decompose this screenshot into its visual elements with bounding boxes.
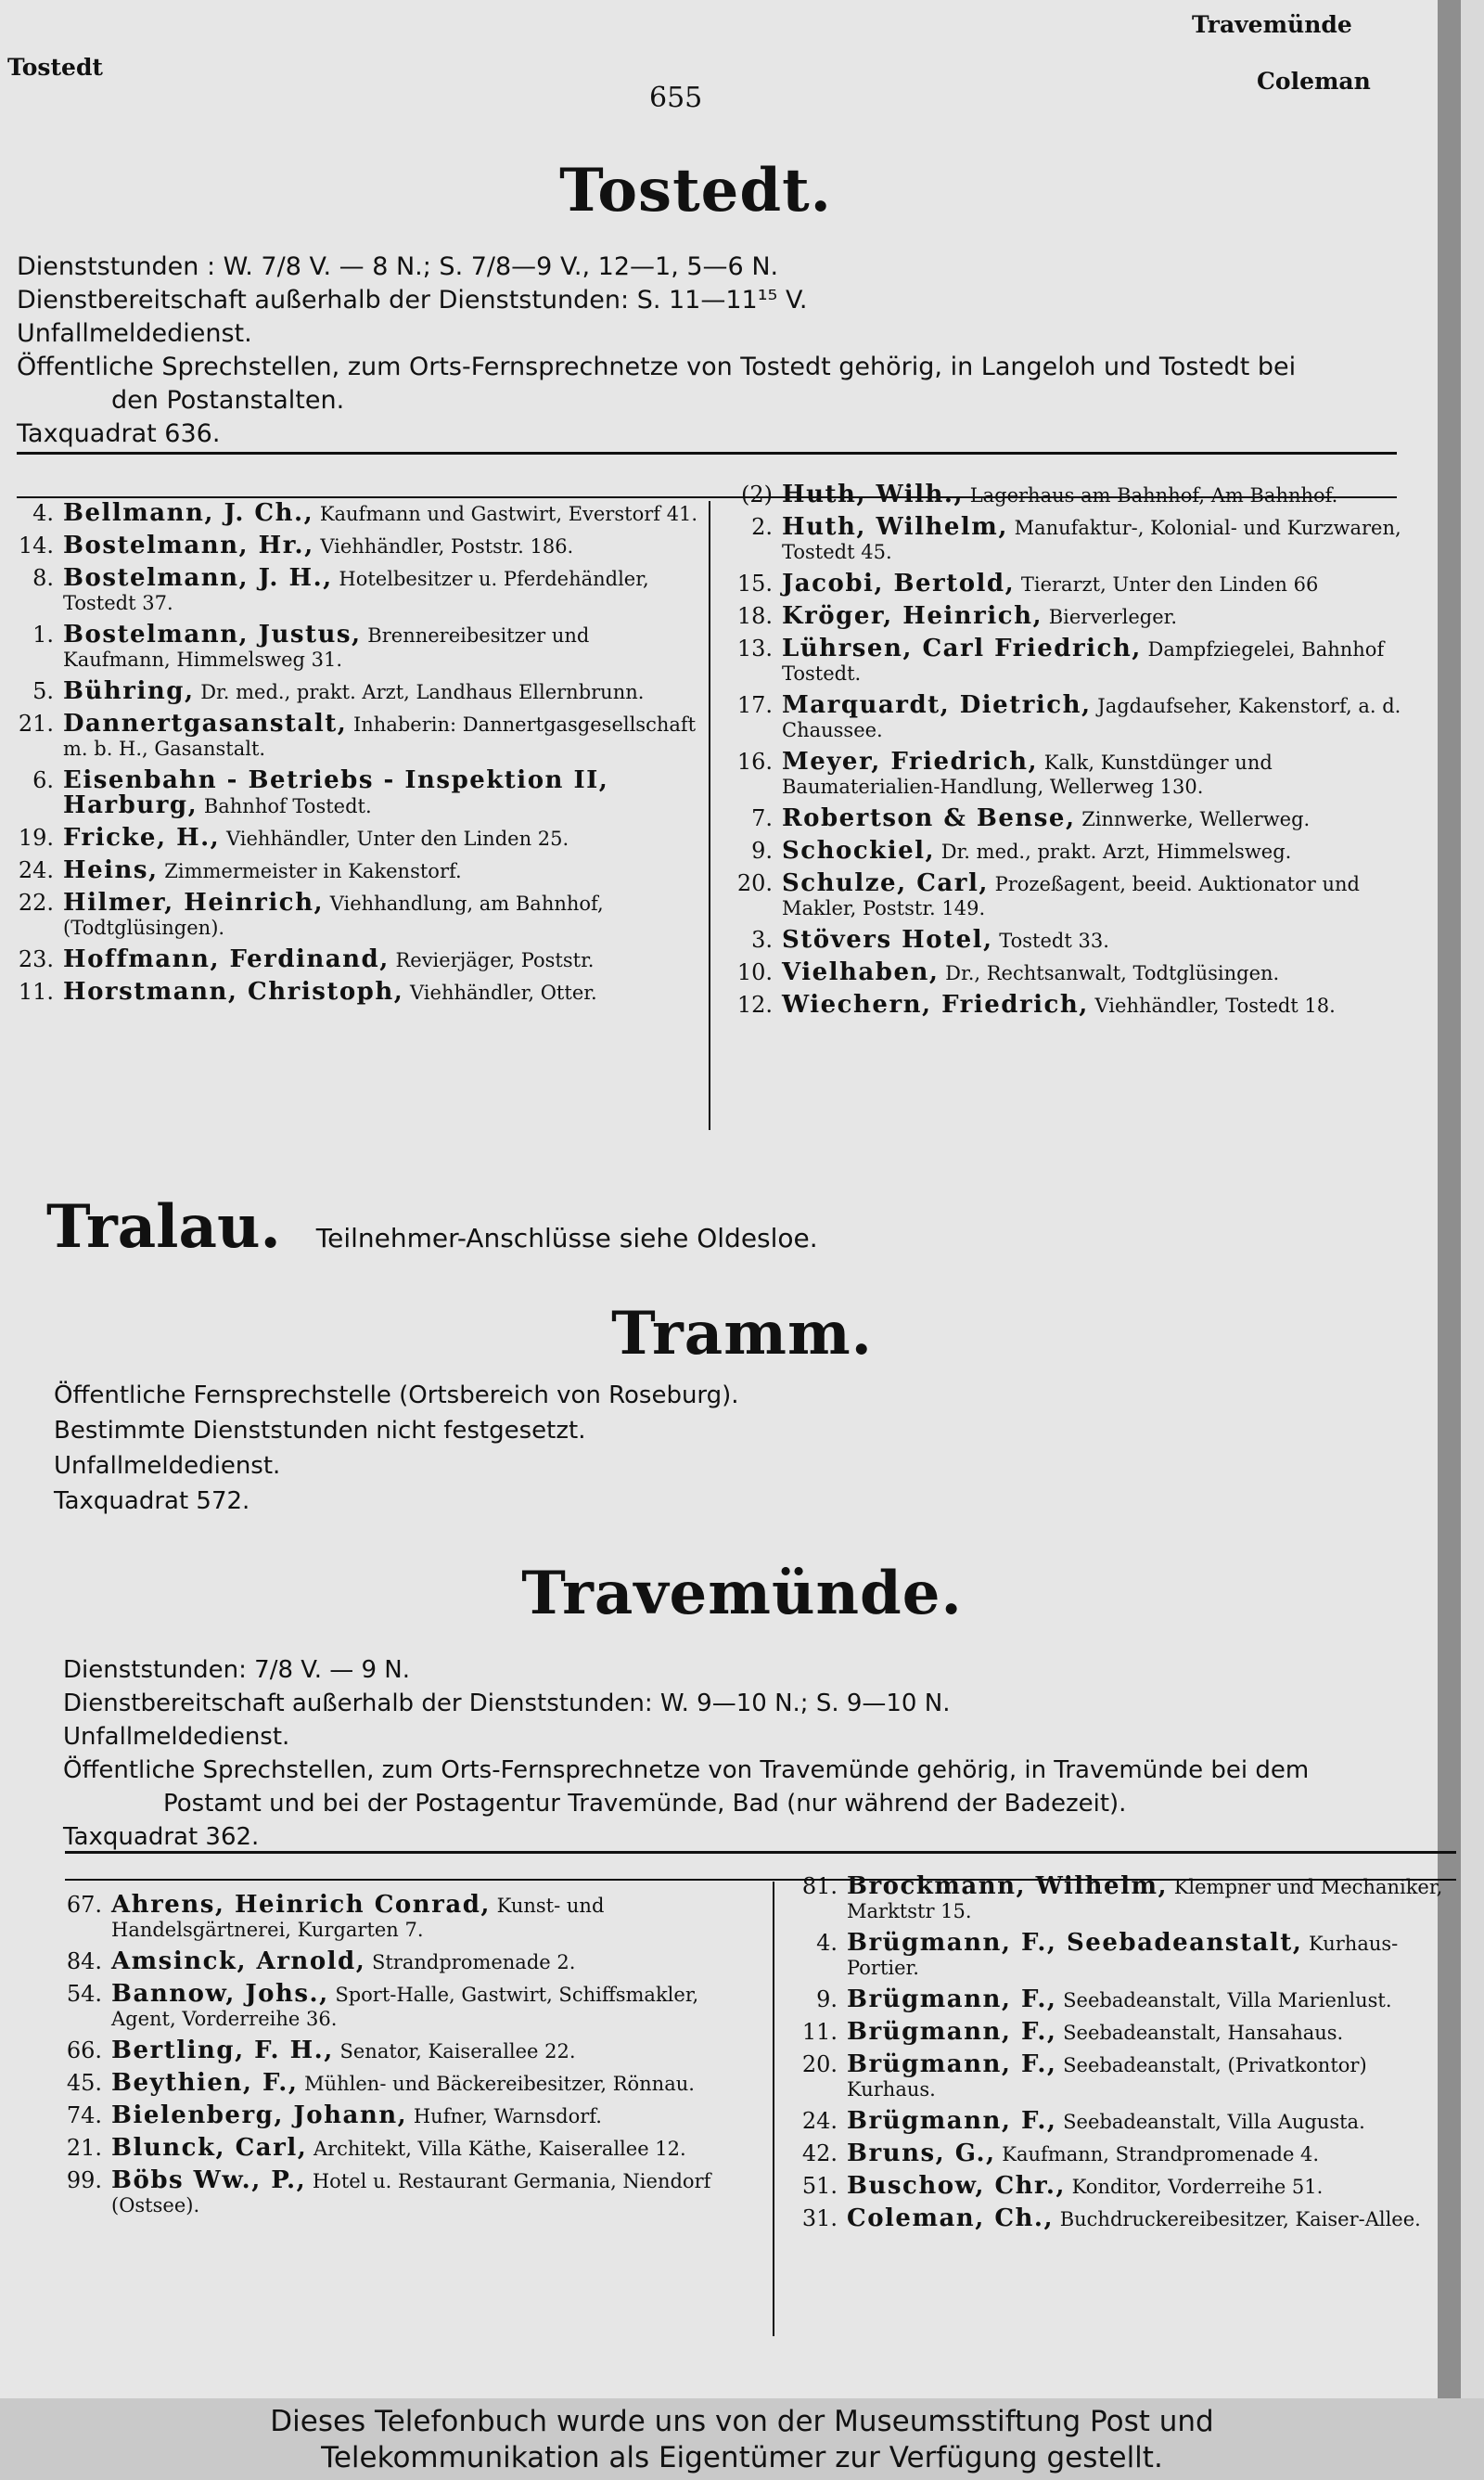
travemuende-unfall: Unfallmeldedienst. bbox=[63, 1723, 290, 1751]
list-item: 15. Jacobi, Bertold, Tierarzt, Unter den Linden 66 bbox=[736, 570, 1319, 598]
travemuende-title: Travemünde. bbox=[521, 1559, 963, 1628]
tramm-line-1: Öffentliche Fernsprechstelle (Ortsbereich von Roseburg). bbox=[54, 1381, 739, 1409]
list-item: 11. Horstmann, Christoph, Viehhändler, Otter. bbox=[18, 978, 597, 1006]
travemuende-info bbox=[63, 1653, 1454, 1854]
list-item: 4. Bellmann, J. Ch., Kaufmann und Gastwirt, Everstorf 41. bbox=[32, 499, 698, 527]
tostedt-right-column bbox=[719, 482, 1410, 1025]
list-item: 31. Coleman, Ch., Buchdruckereibesitzer, Kaiser-Allee. bbox=[801, 2204, 1421, 2232]
list-item: 8. Bostelmann, J. H., Hotelbesitzer u. Pferdehändler, Tostedt 37. bbox=[32, 564, 649, 614]
header-right-bottom: Coleman bbox=[1257, 68, 1371, 95]
travemuende-dienststunden: Dienststunden: 7/8 V. — 9 N. bbox=[63, 1656, 411, 1684]
list-item: 12. Wiechern, Friedrich, Viehhändler, Tostedt 18. bbox=[736, 991, 1336, 1019]
list-item: 42. Bruns, G., Kaufmann, Strandpromenade 4. bbox=[801, 2139, 1320, 2167]
list-item: 45. Beythien, F., Mühlen- und Bäckereibesitzer, Rönnau. bbox=[66, 2069, 695, 2097]
list-item: 20. Brügmann, F., Seebadeanstalt, (Privatkontor) Kurhaus. bbox=[801, 2050, 1367, 2101]
tostedt-unfall: Unfallmeldedienst. bbox=[17, 319, 252, 348]
list-item: 16. Meyer, Friedrich, Kalk, Kunstdünger und Baumaterialien-Handlung, Wellerweg 130. bbox=[736, 748, 1273, 798]
tramm-line-2: Bestimmte Dienststunden nicht festgesetzt. bbox=[54, 1417, 586, 1445]
tostedt-left-column bbox=[0, 501, 700, 1012]
travemuende-bereitschaft: Dienstbereitschaft außerhalb der Dienststunden: W. 9—10 N.; S. 9—10 N. bbox=[63, 1690, 951, 1717]
travemuende-taxquadrat: Taxquadrat 362. bbox=[63, 1823, 260, 1851]
list-item: 24. Heins, Zimmermeister in Kakenstorf. bbox=[18, 856, 462, 884]
list-item: 74. Bielenberg, Johann, Hufner, Warnsdorf. bbox=[66, 2101, 602, 2129]
tostedt-sprechstellen: Öffentliche Sprechstellen, zum Orts-Fernsprechnetze von Tostedt gehörig, in Langeloh und Tostedt bei bbox=[17, 353, 1297, 381]
travemuende-sprechstellen-cont: Postamt und bei der Postagentur Travemünde, Bad (nur während der Badezeit). bbox=[163, 1790, 1127, 1818]
list-item: 7. Robertson & Bense, Zinnwerke, Wellerweg. bbox=[751, 804, 1311, 832]
travemuende-sprechstellen: Öffentliche Sprechstellen, zum Orts-Fernsprechnetze von Travemünde gehörig, in Travemünde bei dem bbox=[63, 1756, 1310, 1784]
page-number: 655 bbox=[649, 82, 703, 114]
travemuende-rule-top bbox=[65, 1851, 1456, 1854]
travemuende-left-column bbox=[48, 1893, 762, 2225]
list-item: 9. Brügmann, F., Seebadeanstalt, Villa Marienlust. bbox=[816, 1985, 1392, 2013]
list-item: 99. Böbs Ww., P., Hotel u. Restaurant Germania, Niendorf (Ostsee). bbox=[66, 2166, 711, 2217]
list-item: 14. Bostelmann, Hr., Viehhändler, Poststr. 186. bbox=[18, 532, 574, 559]
list-item: 6. Eisenbahn - Betriebs - Inspektion II, Harburg, Bahnhof Tostedt. bbox=[32, 766, 609, 819]
attribution-footer bbox=[0, 2398, 1484, 2480]
tralau-title: Tralau. bbox=[46, 1192, 281, 1262]
tostedt-column-divider bbox=[709, 501, 710, 1130]
list-item: 66. Bertling, F. H., Senator, Kaiserallee 22. bbox=[66, 2037, 576, 2064]
list-item: 4. Brügmann, F., Seebadeanstalt, Kurhaus-Portier. bbox=[816, 1929, 1399, 1979]
tostedt-sprechstellen-cont: den Postanstalten. bbox=[111, 386, 345, 415]
list-item: 84. Amsinck, Arnold, Strandpromenade 2. bbox=[66, 1947, 576, 1975]
list-item: 11. Brügmann, F., Seebadeanstalt, Hansahaus. bbox=[801, 2018, 1344, 2046]
tostedt-taxquadrat: Taxquadrat 636. bbox=[17, 419, 221, 448]
list-item: 5. Bühring, Dr. med., prakt. Arzt, Landhaus Ellernbrunn. bbox=[32, 677, 645, 705]
tralau-note: Teilnehmer-Anschlüsse siehe Oldesloe. bbox=[315, 1223, 818, 1253]
tramm-title: Tramm. bbox=[611, 1299, 873, 1368]
list-item: 2. Huth, Wilhelm, Manufaktur-, Kolonial- und Kurzwaren, Tostedt 45. bbox=[751, 513, 1401, 563]
tostedt-rule-top bbox=[17, 452, 1397, 455]
list-item: 23. Hoffmann, Ferdinand, Revierjäger, Poststr. bbox=[18, 945, 595, 973]
tramm-line-4: Taxquadrat 572. bbox=[54, 1487, 250, 1515]
list-item: 54. Bannow, Johs., Sport-Halle, Gastwirt, Schiffsmakler, Agent, Vorderreihe 36. bbox=[66, 1980, 699, 2030]
tostedt-title: Tostedt. bbox=[559, 156, 832, 225]
list-item: (2) Huth, Wilh., Lagerhaus am Bahnhof, Am Bahnhof. bbox=[741, 481, 1338, 508]
tostedt-dienststunden: Dienststunden : W. 7/8 V. — 8 N.; S. 7/8—9 V., 12—1, 5—6 N. bbox=[17, 252, 779, 281]
tramm-info bbox=[54, 1378, 1445, 1519]
list-item: 10. Vielhaben, Dr., Rechtsanwalt, Todtglüsingen. bbox=[736, 958, 1280, 986]
footer-line-1: Dieses Telefonbuch wurde uns von der Museumsstiftung Post und bbox=[270, 2405, 1214, 2438]
list-item: 19. Fricke, H., Viehhändler, Unter den Linden 25. bbox=[18, 824, 569, 852]
list-item: 24. Brügmann, F., Seebadeanstalt, Villa Augusta. bbox=[801, 2107, 1365, 2135]
list-item: 51. Buschow, Chr., Konditor, Vorderreihe 51. bbox=[801, 2172, 1324, 2200]
list-item: 67. Ahrens, Heinrich Conrad, Kunst- und Handelsgärtnerei, Kurgarten 7. bbox=[66, 1891, 605, 1941]
list-item: 18. Kröger, Heinrich, Bierverleger. bbox=[736, 602, 1178, 630]
list-item: 20. Schulze, Carl, Prozeßagent, beeid. Auktionator und Makler, Poststr. 149. bbox=[736, 869, 1360, 919]
footer-line-2: Telekommunikation als Eigentümer zur Verfügung gestellt. bbox=[321, 2441, 1163, 2474]
tramm-line-3: Unfallmeldedienst. bbox=[54, 1452, 281, 1480]
tostedt-bereitschaft: Dienstbereitschaft außerhalb der Dienststunden: S. 11—11¹⁵ V. bbox=[17, 286, 808, 315]
list-item: 1. Bostelmann, Justus, Brennereibesitzer und Kaufmann, Himmelsweg 31. bbox=[32, 621, 590, 671]
header-right-top: Travemünde bbox=[1192, 11, 1352, 38]
list-item: 21. Blunck, Carl, Architekt, Villa Käthe, Kaiserallee 12. bbox=[66, 2134, 686, 2162]
list-item: 17. Marquardt, Dietrich, Jagdaufseher, Kakenstorf, a. d. Chaussee. bbox=[736, 691, 1401, 741]
list-item: 13. Lührsen, Carl Friedrich, Dampfziegelei, Bahnhof Tostedt. bbox=[736, 635, 1385, 685]
tralau-section bbox=[46, 1192, 818, 1262]
list-item: 3. Stövers Hotel, Tostedt 33. bbox=[751, 926, 1109, 954]
travemuende-column-divider bbox=[773, 1882, 774, 2336]
travemuende-right-column bbox=[784, 1874, 1461, 2239]
list-item: 9. Schockiel, Dr. med., prakt. Arzt, Himmelsweg. bbox=[751, 837, 1292, 865]
list-item: 22. Hilmer, Heinrich, Viehhandlung, am Bahnhof, (Todtglüsingen). bbox=[18, 889, 604, 939]
tostedt-info bbox=[17, 251, 1408, 451]
list-item: 21. Dannertgasanstalt, Inhaberin: Dannertgasgesellschaft m. b. H., Gasanstalt. bbox=[18, 710, 697, 760]
header-left: Tostedt bbox=[7, 54, 103, 81]
list-item: 81. Brockmann, Wilhelm, Klempner und Mechaniker, Marktstr 15. bbox=[801, 1872, 1443, 1922]
